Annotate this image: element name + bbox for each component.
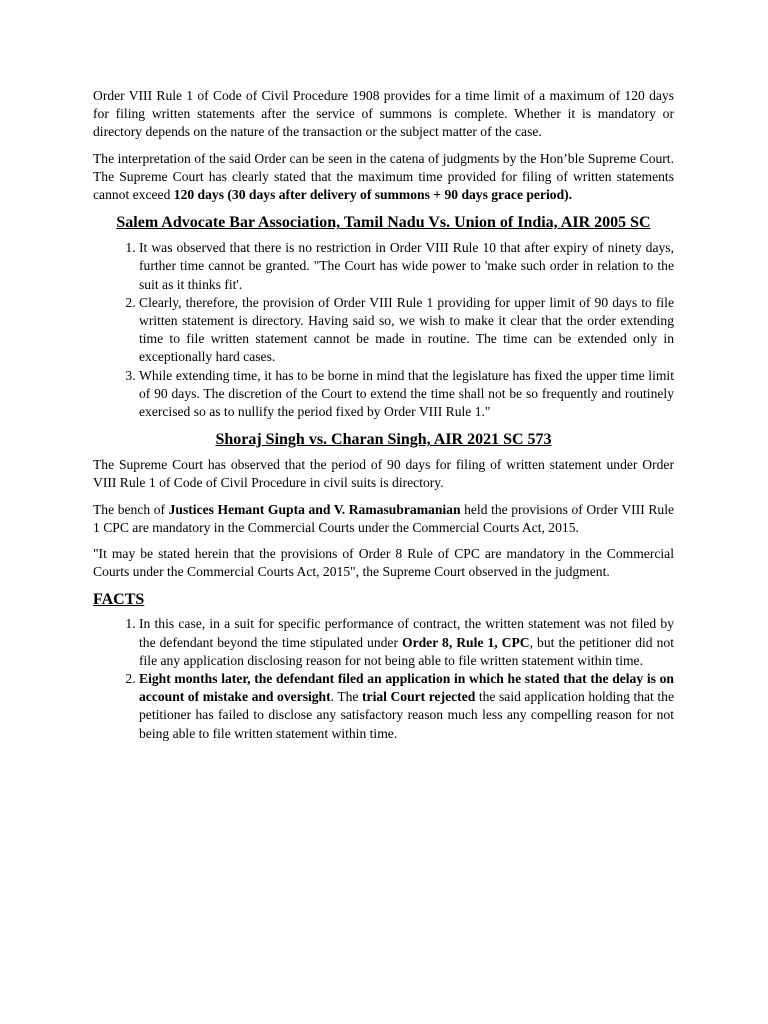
- case-heading-shoraj: Shoraj Singh vs. Charan Singh, AIR 2021 SC 573: [215, 431, 552, 449]
- facts-item-1-text-a: In this case, in a suit for specific performance of contract, the written statement was not filed by the defendant beyond the time stipulated under: [139, 616, 674, 650]
- list-item: 3. While extending time, it has to be borne in mind that the legislature has fixed the upper time limit of 90 days. The discretion of the Court to extend the time shall not be so frequently and routinely exercised so as to nullify the period fixed by Order VIII Rule 1.": [139, 367, 674, 422]
- case2-paragraph-3: "It may be stated herein that the provisions of Order 8 Rule of CPC are mandatory in the Commercial Courts under the Commercial Courts Act, 2015", the Supreme Court observed in the judgment.: [93, 546, 674, 580]
- facts-item-2-bold-2: trial Court rejected: [362, 689, 476, 705]
- facts-list: [93, 615, 674, 742]
- intro-paragraph-1: Order VIII Rule 1 of Code of Civil Procedure 1908 provides for a time limit of a maximum of 120 days for filing written statements after the service of summons is complete. Whether it is mandatory or directory depends on the nature of the transaction or the subject matter of the case.: [93, 88, 674, 140]
- facts-item-2-bold-1: Eight months later, the defendant filed an application in which he stated that the delay is on account of mistake and oversight: [139, 671, 674, 705]
- intro-paragraph-2: [93, 150, 674, 205]
- facts-item-1-text-b: , but the petitioner did not file any application disclosing reason for not being able to file written statement within time.: [139, 634, 674, 668]
- facts-item-2-text-b: the said application holding that the petitioner has failed to disclose any satisfactory reason much less any compelling reason for not being able to file written statement within time.: [139, 689, 674, 741]
- intro-paragraph-2-bold: 120 days (30 days after delivery of summons + 90 days grace period).: [173, 187, 573, 203]
- document-page: [93, 87, 674, 751]
- list-item: [139, 670, 674, 743]
- facts-heading: FACTS: [93, 591, 145, 609]
- facts-item-1-bold: Order 8, Rule 1, CPC: [402, 634, 530, 650]
- list-item: [139, 615, 674, 670]
- list-item: 1. It was observed that there is no restriction in Order VIII Rule 10 that after expiry of ninety days, further time cannot be granted. "The Court has wide power to 'make such order in relation to the suit as it thinks fit'.: [139, 239, 674, 294]
- case2-paragraph-2-text-b: held the provisions of Order VIII Rule 1 CPC are mandatory in the Commercial Courts under the Commercial Courts Act, 2015.: [93, 501, 675, 535]
- case-heading-salem: Salem Advocate Bar Association, Tamil Nadu Vs. Union of India, AIR 2005 SC: [116, 214, 651, 232]
- case2-paragraph-2-bold: Justices Hemant Gupta and V. Ramasubramanian: [168, 501, 461, 517]
- intro-paragraph-2-text: The interpretation of the said Order can be seen in the catena of judgments by the Hon’ble Supreme Court. The Supreme Court has clearly stated that the maximum time provided for filing of written statements cannot exceed: [93, 150, 674, 203]
- list-item: 2. Clearly, therefore, the provision of Order VIII Rule 1 providing for upper limit of 90 days to file written statement is directory. Having said so, we wish to make it clear that the order extending time to file written statement cannot be made in routine. The time can be extended only in exceptionally hard cases.: [139, 294, 674, 367]
- case2-paragraph-2-text-a: The bench of: [93, 501, 169, 517]
- case1-list: [93, 239, 674, 421]
- case2-paragraph-2: [93, 501, 674, 537]
- facts-item-2-text-a: . The: [330, 689, 363, 705]
- case2-paragraph-1: The Supreme Court has observed that the period of 90 days for filing of written statement under Order VIII Rule 1 of Code of Civil Procedure in civil suits is directory.: [93, 457, 674, 491]
